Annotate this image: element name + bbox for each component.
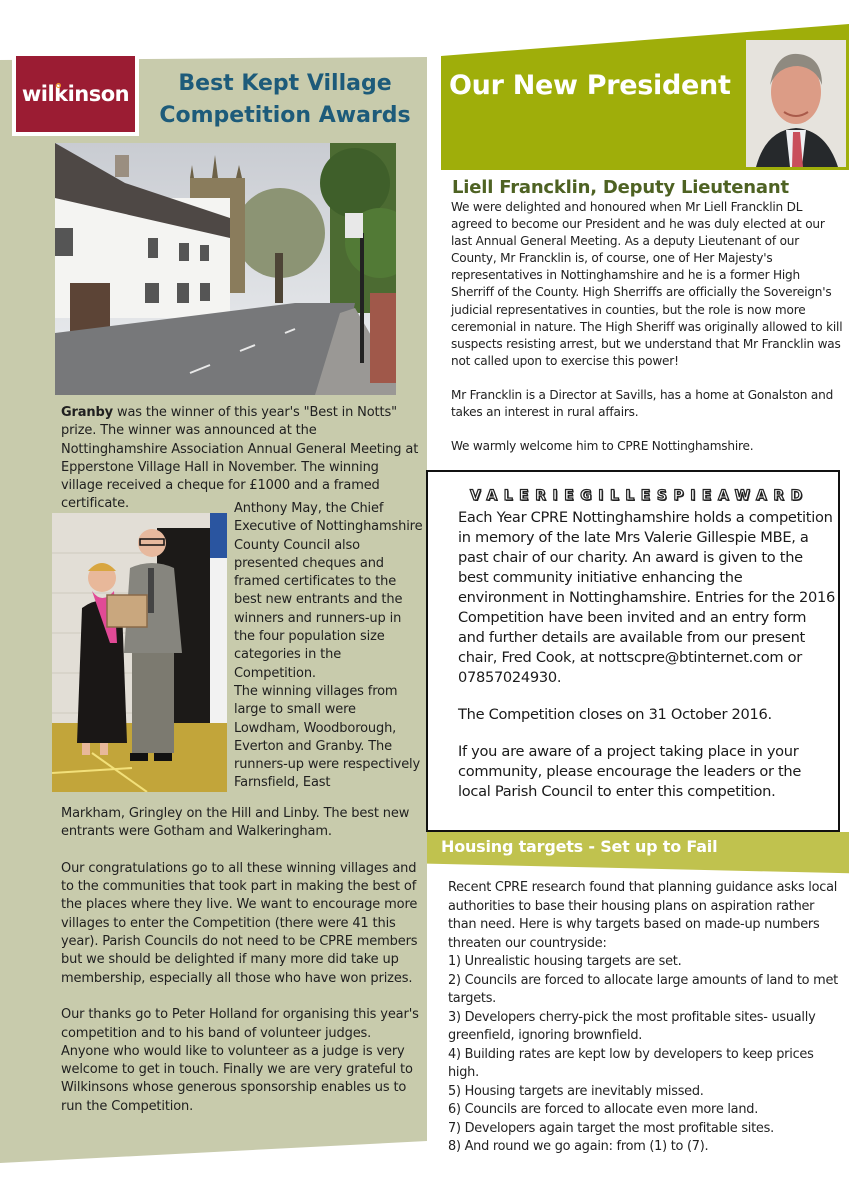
president-subtitle: Liell Francklin, Deputy Lieutenant [452,177,789,198]
title-line-2: Competition Awards [159,103,411,128]
valerie-award-heading: VALERIEGILLESPIEAWARD [470,488,809,504]
anthony-text: Anthony May, the Chief Executive of Nottinghamshire County Council also presented cheques and framed certificates to the best new entrants and the winners and runners-up in the four population size categories in the Competition. [234,501,423,681]
president-paragraph-2: Mr Francklin is a Director at Savills, has a home at Gonalston and takes an interest in rural affairs. [451,388,834,420]
logo-dot-icon [56,83,61,88]
housing-list-item: 5) Housing targets are inevitably missed. [448,1083,704,1099]
president-paragraph-3: We warmly welcome him to CPRE Nottinghamshire. [451,439,754,454]
housing-body [448,879,843,1157]
wilkinson-logo [12,52,139,136]
housing-list-item: 4) Building rates are kept low by developers to keep prices high. [448,1046,814,1080]
winners-text: The winning villages from large to small were Lowdham, Woodborough, Everton and Granby. The runners-up were respectively Farnsfield, East [234,683,421,791]
granby-winner-paragraph [61,404,421,514]
housing-title: Housing targets - Set up to Fail [441,837,718,856]
runners-up-continued: Markham, Gringley on the Hill and Linby. The best new entrants were Gotham and Walkeringham. [61,806,410,840]
housing-list-item: 7) Developers again target the most profitable sites. [448,1120,774,1136]
thanks-paragraph: Our thanks go to Peter Holland for organising this year's competition and to his band of volunteer judges. Anyone who would like to volunteer as a judge is very welcome to get in touch. Finally we are very grateful to Wilkinsons whose generous sponsorship enables us to run the Competition. [61,1007,419,1114]
president-body [451,199,843,473]
granby-bold: Granby [61,405,113,420]
housing-list-item: 1) Unrealistic housing targets are set. [448,954,682,969]
anthony-may-paragraph [234,500,424,793]
granby-text: was the winner of this year's "Best in Notts" prize. The winner was announced at the Nottinghamshire Association Annual General Meeting at Epperstone Village Hall in November. The winning village received a cheque for £1000 and a framed certificate. [61,405,419,512]
valerie-award-body [458,508,836,819]
title-line-1: Best Kept Village [178,71,392,96]
president-title: Our New President [449,70,731,101]
president-portrait [746,40,846,167]
president-paragraph-1: We were delighted and honoured when Mr Liell Francklin DL agreed to become our President and he was duly elected at our last Annual General Meeting. As a deputy Lieutenant of our County, Mr Francklin is, of course, one of Her Majesty's representatives in Nottinghamshire and he is a former High Sherriff of the County. High Sherriffs are officially the Sovereign's judicial representatives in counties, but the role is now more ceremonial in nature. The High Sheriff was originally allowed to kill suspects resisting arrest, but we understand that Mr Francklin was not called upon to exercise this power! [451,200,843,368]
congratulations-paragraph: Our congratulations go to all these winning villages and to the communities that took part in making the best of the places where they live. We want to encourage more villages to enter the Competition (there were 41 this year). Parish Councils do not need to be CPRE members but we should be delighted if many more did take up membership, especially all those who have won prizes. [61,860,418,986]
housing-intro: Recent CPRE research found that planning guidance asks local authorities to base their housing plans on aspiration rather than need. Here is why targets based on made-up numbers threaten our countryside: [448,880,838,951]
award-paragraph-1: Each Year CPRE Nottinghamshire holds a competition in memory of the late Mrs Valerie Gillespie MBE, a past chair of our charity. An award is given to the best community initiative enhancing the environment in Nottinghamshire. Entries for the 2016 Competition have been invited and an entry form and further details are available from our present chair, Fred Cook, at nottscpre@btinternet.com or 07857024930. [458,509,835,686]
award-presentation-photo [52,513,227,792]
president-portrait-illustration [746,40,846,167]
best-kept-village-title [140,68,430,132]
award-photo-illustration [52,513,227,792]
housing-list-item: 3) Developers cherry-pick the most profitable sites- usually greenfield, ignoring brownfield. [448,1009,816,1043]
village-photo-illustration [55,143,396,395]
award-paragraph-3: If you are aware of a project taking place in your community, please encourage the leaders or the local Parish Council to enter this competition. [458,743,802,800]
housing-list-item: 6) Councils are forced to allocate even more land. [448,1102,759,1117]
village-photo [55,143,396,395]
award-paragraph-2: The Competition closes on 31 October 2016. [458,706,772,723]
housing-list-item: 2) Councils are forced to allocate large amounts of land to met targets. [448,972,838,1006]
left-continued-text [61,805,423,1134]
wilkinson-logo-text: wilkinson [21,82,130,106]
housing-list-item: 8) And round we go again: from (1) to (7). [448,1139,709,1154]
